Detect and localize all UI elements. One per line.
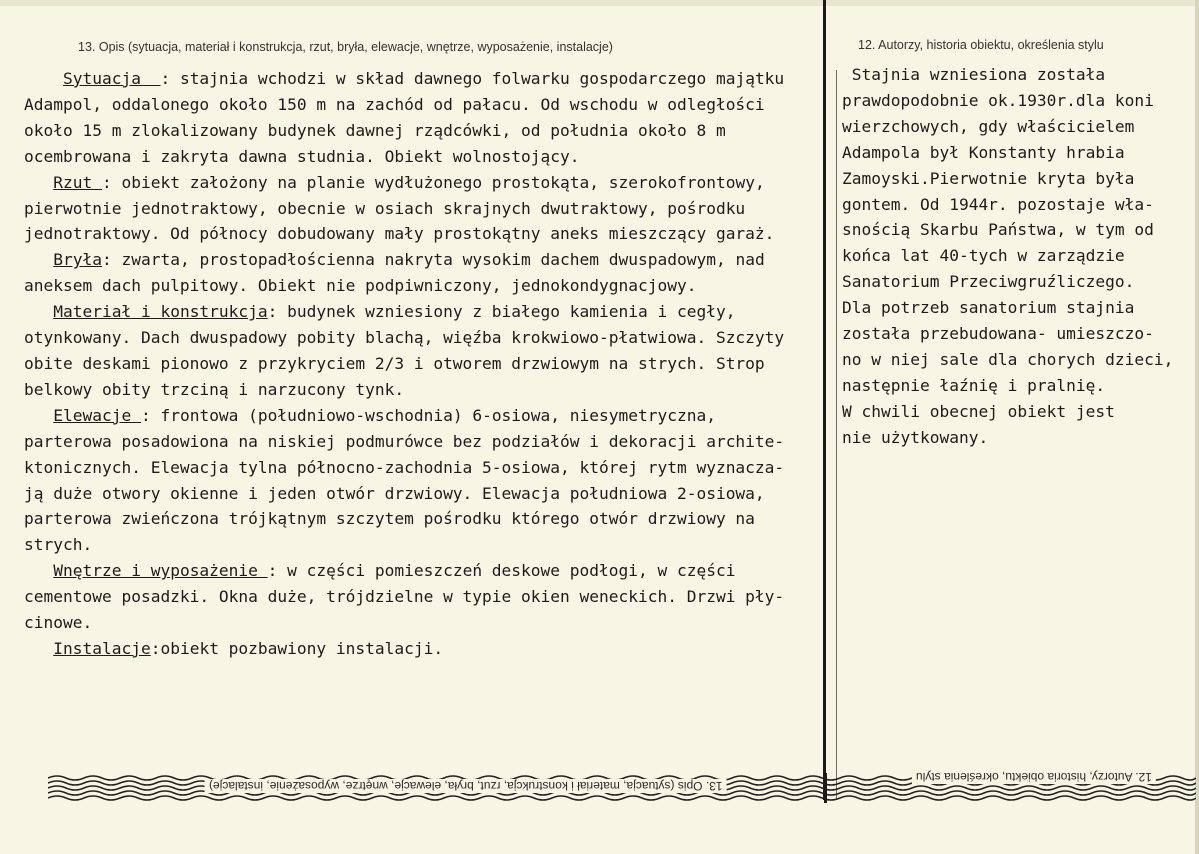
text-line	[24, 636, 824, 662]
heading-sytuacja: Sytuacja	[62, 69, 161, 88]
text-line: gontem. Od 1944r. pozostaje wła-	[842, 194, 1154, 214]
text-line-body: : frontowa (południowo-wschodnia) 6-osiowa, niesymetryczna,	[140, 405, 716, 425]
text-line: cementowe posadzki. Okna duże, trójdzielne w typie okien weneckich. Drzwi pły-	[24, 587, 785, 607]
text-line-body: : stajnia wchodzi w skład dawnego folwarku gospodarczego majątku	[160, 69, 785, 88]
text-line: no w niej sale dla chorych dzieci,	[842, 349, 1174, 369]
heading-material: Materiał i konstrukcja	[53, 302, 268, 322]
text-line	[24, 170, 824, 196]
page-edge-right	[1195, 0, 1199, 854]
text-line-body: :obiekt pozbawiony instalacji.	[150, 638, 444, 658]
text-line: pierwotnie jednotraktowy, obecnie w osiach skrajnych dwutraktowy, pośrodku	[24, 198, 746, 218]
text-line-body: : budynek wzniesiony z białego kamienia i cegły,	[267, 302, 736, 322]
text-line: prawdopodobnie ok.1930r.dla koni	[842, 90, 1154, 110]
text-line: belkowy obity trzciną i narzucony tynk.	[24, 379, 405, 399]
text-line: ocembrowana i zakryta dawna studnia. Obiekt wolnostojący.	[24, 146, 580, 166]
heading-instalacje: Instalacje	[53, 638, 151, 658]
text-line-body: : obiekt założony na planie wydłużonego prostokąta, szerokofrontowy,	[101, 172, 765, 192]
text-line: otynkowany. Dach dwuspadowy pobity blachą, więźba krokwiowo-płatwiowa. Szczyty	[24, 328, 785, 348]
text-line: obite deskami pionowo z przykryciem 2/3 i otworem drzwiowym na strych. Strop	[24, 353, 765, 373]
text-line: została przebudowana- umieszczo-	[842, 324, 1154, 344]
text-line: parterowa zwieńczona trójkątnym szczytem pośrodku którego otwór drzwiowy na	[24, 509, 755, 529]
text-line-body: : zwarta, prostopadłościenna nakryta wysokim dachem dwuspadowym, nad	[101, 250, 765, 270]
text-line	[24, 558, 824, 584]
text-line	[24, 66, 824, 92]
section-13-header: 13. Opis (sytuacja, materiał i konstrukcja, rzut, bryła, elewacje, wnętrze, wyposażenie, instalacje)	[78, 40, 613, 54]
text-line: Stajnia wzniesiona została	[842, 65, 1106, 84]
text-line: około 15 m zlokalizowany budynek dawnej rządcówki, od południa około 8 m	[24, 120, 726, 140]
footer-label-12-inverted: 12. Autorzy, historia obiektu, określenia stylu	[912, 770, 1156, 784]
text-line: snością Skarbu Państwa, w tym od	[842, 220, 1154, 240]
text-line: aneksem dach pulpitowy. Obiekt nie podpiwniczony, jednokondygnacjowy.	[24, 276, 697, 296]
page-edge	[0, 0, 1199, 6]
text-line: ją duże otwory okienne i jeden otwór drzwiowy. Elewacja południowa 2-osiowa,	[24, 483, 765, 503]
history-column	[842, 62, 1192, 451]
section-12-header: 12. Autorzy, historia obiektu, określenia stylu	[858, 38, 1104, 52]
text-line: strych.	[24, 535, 93, 555]
column-divider-thin	[836, 70, 837, 800]
heading-elewacje: Elewacje	[53, 405, 141, 425]
text-line: nie użytkowany.	[842, 427, 989, 447]
text-line	[24, 403, 824, 429]
heading-rzut: Rzut	[53, 172, 102, 192]
text-line: jednotraktowy. Od północy dobudowany mały prostokątny aneks mieszczący garaż.	[24, 224, 775, 244]
text-line	[24, 299, 824, 325]
text-line: Adampola był Konstanty hrabia	[842, 142, 1125, 162]
text-line: Sanatorium Przeciwgruźliczego.	[842, 272, 1135, 292]
text-line: Zamoyski.Pierwotnie kryta była	[842, 168, 1135, 188]
description-column	[24, 66, 824, 662]
text-line: cinowe.	[24, 613, 93, 633]
heading-bryla: Bryła	[53, 250, 102, 270]
text-line: ktonicznych. Elewacja tylna północno-zachodnia 5-osiowa, której rytm wyznacza-	[24, 457, 785, 477]
text-line: następnie łaźnię i pralnię.	[842, 375, 1106, 395]
text-line: parterowa posadowiona na niskiej podmurówce bez podziałów i dekoracji archite-	[24, 431, 785, 451]
text-line	[24, 247, 824, 273]
text-line-body: : w części pomieszczeń deskowe podłogi, w części	[267, 561, 736, 581]
footer-label-13-inverted: 13. Opis (sytuacja, materiał i konstrukcja, rzut, bryła, elewacje, wnętrze, wyposażenie, instalacje)	[205, 779, 727, 793]
text-line: końca lat 40-tych w zarządzie	[842, 246, 1125, 266]
text-line: W chwili obecnej obiekt jest	[842, 401, 1115, 421]
heading-wnetrze: Wnętrze i wyposażenie	[53, 561, 268, 581]
text-line: Adampol, oddalonego około 150 m na zachód od pałacu. Od wschodu w odległości	[24, 94, 765, 114]
text-line: Dla potrzeb sanatorium stajnia	[842, 298, 1135, 318]
text-line: wierzchowych, gdy właścicielem	[842, 116, 1135, 136]
